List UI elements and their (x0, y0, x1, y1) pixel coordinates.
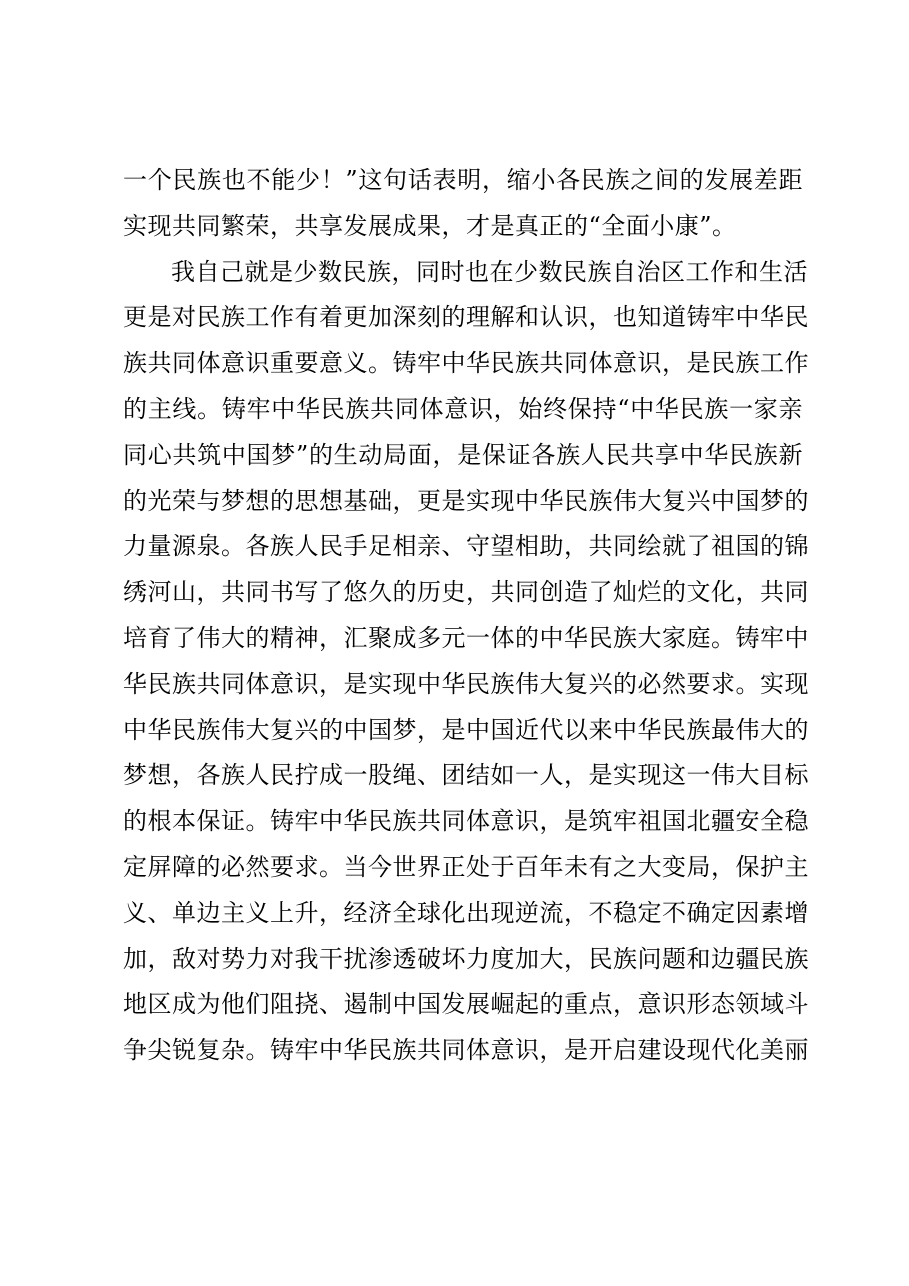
text-line: 争尖锐复杂。铸牢中华民族共同体意识，是开启建设现代化美丽 (123, 1036, 809, 1065)
text-line: 定屏障的必然要求。当今世界正处于百年未有之大变局，保护主 (123, 852, 809, 881)
text-line: 加，敌对势力对我干扰渗透破坏力度加大，民族问题和边疆民族 (123, 944, 809, 973)
text-line: 绣河山，共同书写了悠久的历史，共同创造了灿烂的文化，共同 (123, 578, 809, 607)
text-line: 更是对民族工作有着更加深刻的理解和认识，也知道铸牢中华民 (123, 303, 809, 332)
text-line: 的主线。铸牢中华民族共同体意识，始终保持“中华民族一家亲 (123, 394, 803, 423)
text-line: 的根本保证。铸牢中华民族共同体意识，是筑牢祖国北疆安全稳 (123, 807, 809, 836)
text-line: 同心共筑中国梦”的生动局面，是保证各族人民共享中华民族新 (123, 440, 803, 469)
text-line: 的光荣与梦想的思想基础，更是实现中华民族伟大复兴中国梦的 (123, 486, 809, 515)
text-line: 力量源泉。各族人民手足相亲、守望相助，共同绘就了祖国的锦 (123, 532, 809, 561)
text-line: 华民族共同体意识，是实现中华民族伟大复兴的必然要求。实现 (123, 669, 809, 698)
text-line: 梦想，各族人民拧成一股绳、团结如一人，是实现这一伟大目标 (123, 761, 809, 790)
text-line: 一个民族也不能少！”这句话表明，缩小各民族之间的发展差距 (123, 166, 803, 194)
paragraph-start-line: 我自己就是少数民族，同时也在少数民族自治区工作和生活 (171, 257, 808, 286)
text-line: 地区成为他们阻挠、遏制中国发展崛起的重点，意识形态领域斗 (123, 990, 809, 1019)
text-line: 实现共同繁荣，共享发展成果，才是真正的“全面小康”。 (123, 211, 737, 240)
text-line: 义、单边主义上升，经济全球化出现逆流，不稳定不确定因素增 (123, 898, 809, 927)
text-line: 中华民族伟大复兴的中国梦，是中国近代以来中华民族最伟大的 (123, 715, 809, 744)
text-line: 族共同体意识重要意义。铸牢中华民族共同体意识，是民族工作 (123, 349, 809, 378)
text-line: 培育了伟大的精神，汇聚成多元一体的中华民族大家庭。铸牢中 (123, 623, 809, 652)
body-text (123, 158, 809, 1074)
